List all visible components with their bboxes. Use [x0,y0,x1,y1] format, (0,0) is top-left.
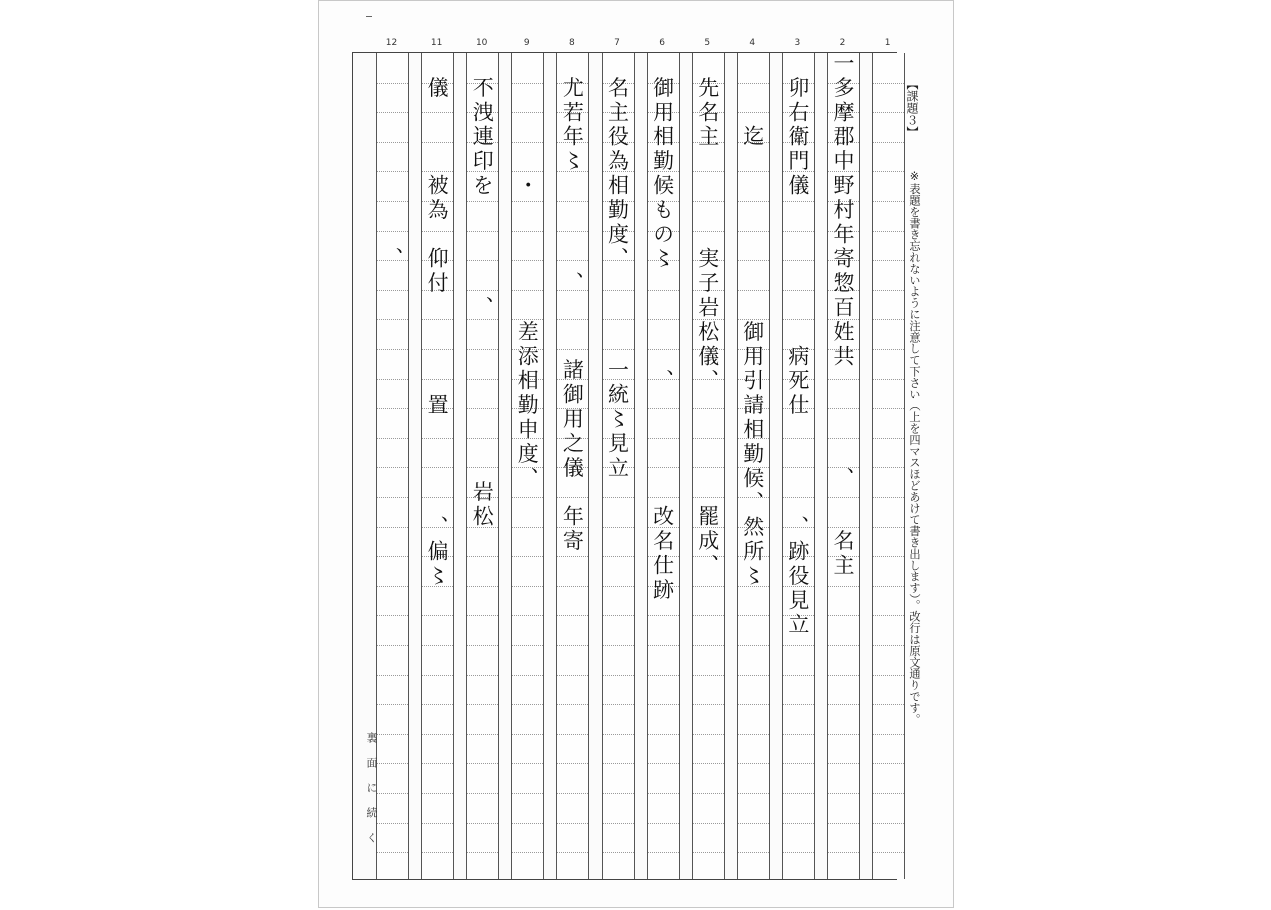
column-number-12: 12 [385,38,398,48]
column-text-12: 、 [380,52,404,272]
column-number-1: 1 [884,38,891,48]
instruction-text: ※表題を書き忘れないように注意して下さい（上を四マスほどあけて書き出します）。改行は原文通りです。 [908,170,921,725]
column-number-6: 6 [659,38,665,48]
column-number-11: 11 [430,38,443,48]
column-number-5: 5 [704,38,711,48]
column-number-10: 10 [475,38,488,48]
task-label: 【課題３】 [905,78,919,138]
column-number-2: 2 [839,38,846,48]
column-text-5: 先名主 実子岩松儀、 罷成、 [695,52,720,579]
column-number-8: 8 [569,38,575,48]
back-continue-note: 裏面に続く [365,732,378,857]
column-number-7: 7 [614,38,620,48]
column-text-7: 名主役為相勤度、 一統〻見立 [605,52,630,481]
column-text-10: 不洩連印を 、 岩松 [470,52,495,530]
column-text-9: ・ 差添相勤申度、 [515,52,540,492]
column-number-3: 3 [794,38,801,48]
column-text-8: 尤若年〻 、 諸御用之儀 年寄 [560,52,585,554]
column-text-4: 迄 御用引請相勤候、然所〻 [740,52,765,589]
column-text-3: 卯右衛門儀 病死仕 、跡役見立 [785,52,810,638]
column-text-11: 儀 被為 仰付 置 、偏〻 [425,52,450,589]
column-number-9: 9 [523,38,530,48]
corner-mark [366,16,372,17]
column-text-1 [871,52,904,880]
column-text-6: 御用相勤候もの〻 、 改名仕跡 [650,52,675,603]
column-number-4: 4 [749,38,756,48]
column-text-2: 一多摩郡中野村年寄惣百姓共 、 名主 [831,52,855,579]
